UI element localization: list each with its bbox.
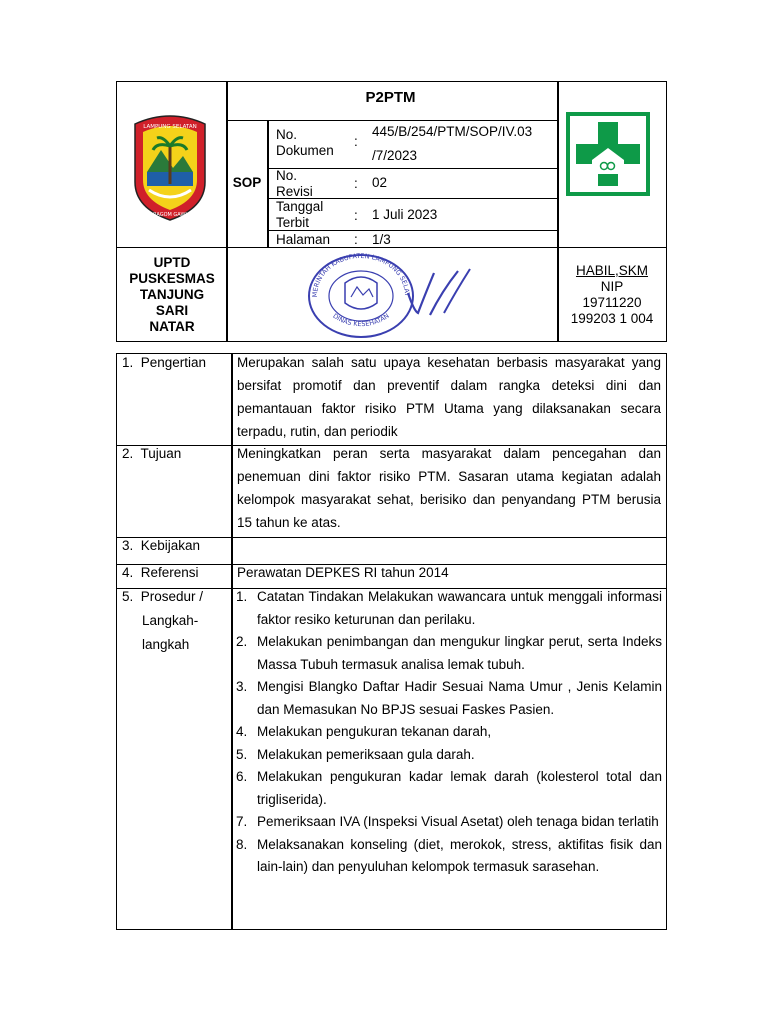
district-logo bbox=[127, 112, 213, 222]
sop-label: SOP bbox=[232, 175, 262, 190]
list-item-num: 3. bbox=[236, 679, 248, 694]
halaman-value: 1/3 bbox=[372, 232, 391, 247]
signer-nip-1: 19711220 bbox=[582, 295, 642, 310]
list-item-num: 6. bbox=[236, 769, 248, 784]
no-revisi-label: No. Revisi bbox=[276, 168, 313, 199]
org-line-2: PUSKESMAS bbox=[129, 271, 215, 286]
list-item-num: 7. bbox=[236, 814, 248, 829]
org-name bbox=[118, 255, 226, 335]
list-item-text: Melaksanakan konseling (diet, merokok, stress, aktifitas fisik dan lain-lain) dan penyuluhan kelompok termasuk sarasehan. bbox=[257, 836, 662, 874]
logo-top-text: LAMPUNG SELATAN bbox=[143, 124, 197, 130]
list-item-num: 4. bbox=[236, 724, 248, 739]
tanggal-terbit-value: 1 Juli 2023 bbox=[372, 207, 438, 222]
list-item-text: Melakukan penimbangan dan mengukur lingkar perut, serta Indeks Massa Tubuh termasuk analisa lemak tubuh. bbox=[257, 634, 662, 672]
list-item bbox=[236, 676, 662, 721]
list-item bbox=[236, 721, 662, 744]
label-prosedur-1: 5. Prosedur / bbox=[122, 589, 204, 604]
signer-nip-label: NIP bbox=[600, 279, 624, 294]
official-stamp bbox=[305, 253, 417, 339]
list-item bbox=[236, 766, 662, 811]
procedure-list bbox=[236, 586, 662, 879]
svg-text:DINAS KESEHATAN bbox=[331, 312, 390, 328]
list-item-num: 5. bbox=[236, 746, 248, 762]
list-item-text: Catatan Tindakan Melakukan wawancara untuk menggali informasi faktor resiko keturunan dan perilaku. bbox=[257, 589, 662, 627]
logo-bottom-text: RAGOM GAWI bbox=[153, 212, 187, 218]
signature bbox=[404, 263, 474, 323]
list-item-num: 8. bbox=[236, 836, 248, 852]
org-line-4: SARI bbox=[155, 303, 189, 318]
list-item bbox=[236, 586, 662, 631]
list-item bbox=[236, 631, 662, 676]
label-pengertian: 1. Pengertian bbox=[122, 355, 207, 370]
list-item bbox=[236, 744, 662, 767]
list-item bbox=[236, 811, 662, 834]
list-item-text: Melakukan pengukuran kadar lemak darah (kolesterol total dan trigliserida). bbox=[257, 769, 662, 807]
label-prosedur-3: langkah bbox=[142, 637, 190, 652]
text-pengertian: Merupakan salah satu upaya kesehatan berbasis masyarakat yang bersifat promotif dan preventif dalam rangka deteksi dini dan pemantauan faktor risiko PTM Utama yang dilaksanakan secara terpadu, rutin, dan periodik bbox=[237, 355, 661, 439]
signer-name: HABIL,SKM bbox=[575, 263, 649, 278]
list-item-text: Pemeriksaan IVA (Inspeksi Visual Asetat) oleh tenaga bidan terlatih bbox=[257, 814, 659, 829]
list-item-num: 1. bbox=[236, 589, 248, 604]
list-item bbox=[236, 834, 662, 879]
org-line-3: TANJUNG bbox=[139, 287, 205, 302]
halaman-sep: : bbox=[354, 232, 358, 247]
label-prosedur bbox=[122, 585, 203, 657]
list-item-text: Melakukan pengukuran tekanan darah, bbox=[257, 724, 492, 739]
doc-title: P2PTM bbox=[365, 89, 416, 106]
tanggal-terbit-label: Tanggal Terbit bbox=[276, 199, 324, 230]
no-revisi-value: 02 bbox=[372, 175, 388, 190]
halaman-label: Halaman bbox=[276, 232, 331, 247]
list-item-text: Mengisi Blangko Daftar Hadir Sesuai Nama Umur , Jenis Kelamin dan Memasukan No BPJS sesuai Faskes Pasien. bbox=[257, 679, 662, 717]
no-dokumen-label: No. Dokumen bbox=[276, 127, 334, 158]
org-line-1: UPTD bbox=[153, 255, 191, 270]
puskesmas-logo bbox=[566, 112, 650, 196]
stamp-top-text: MERINTAH KABUPATEN LAMPUNG SELAT bbox=[310, 253, 412, 298]
label-prosedur-2: Langkah- bbox=[142, 613, 199, 628]
text-tujuan: Meningkatkan peran serta masyarakat dalam pencegahan dan penemuan dini faktor risiko PTM. Sasaran utama kegiatan adalah kelompok masyarakat sehat, berisiko dan penyandang PTM berusia 15 tahun ke atas. bbox=[237, 446, 661, 530]
list-item-text: Melakukan pemeriksaan gula darah. bbox=[257, 746, 475, 762]
text-referensi: Perawatan DEPKES RI tahun 2014 bbox=[237, 565, 449, 580]
list-item-num: 2. bbox=[236, 634, 248, 649]
no-dokumen-sep: : bbox=[354, 134, 358, 149]
org-line-5: NATAR bbox=[149, 319, 195, 334]
no-revisi-sep: : bbox=[354, 176, 358, 191]
label-referensi: 4. Referensi bbox=[122, 565, 199, 580]
signer-nip-2: 199203 1 004 bbox=[570, 311, 654, 326]
signer-block bbox=[558, 263, 666, 327]
svg-text:PEMERINTAH KABUPATEN LAMPUNG S bbox=[305, 253, 411, 298]
label-kebijakan: 3. Kebijakan bbox=[122, 538, 201, 553]
no-dokumen-value: 445/B/254/PTM/SOP/IV.03 /7/2023 bbox=[372, 124, 533, 163]
label-tujuan: 2. Tujuan bbox=[122, 446, 182, 461]
stamp-bottom-text: DINAS KESEHATAN bbox=[331, 311, 391, 329]
tanggal-terbit-sep: : bbox=[354, 208, 358, 223]
